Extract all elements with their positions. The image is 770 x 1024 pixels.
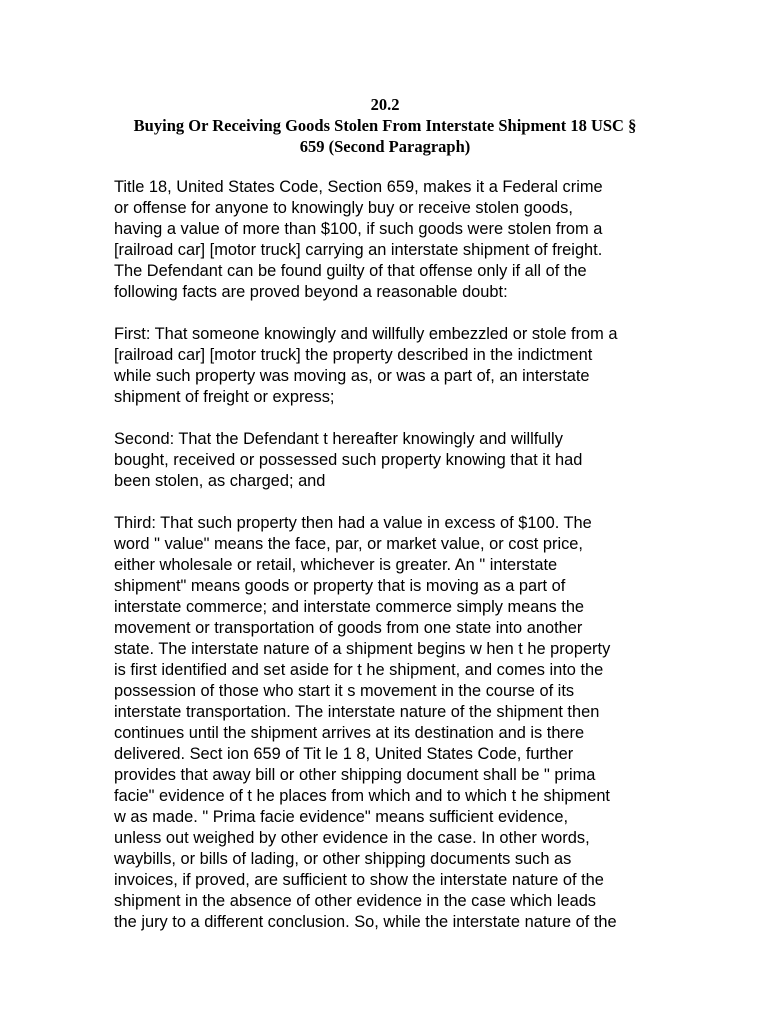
text-line: bought, received or possessed such property knowing that it had bbox=[114, 451, 583, 469]
text-line: while such property was moving as, or was a part of, an interstate bbox=[114, 367, 590, 385]
section-heading bbox=[110, 94, 660, 157]
text-line: or offense for anyone to knowingly buy or receive stolen goods, bbox=[114, 199, 573, 217]
text-line: Third: That such property then had a value in excess of $100. The bbox=[114, 514, 592, 532]
text-line: provides that away bill or other shipping document shall be " prima bbox=[114, 766, 596, 784]
text-line: invoices, if proved, are sufficient to show the interstate nature of the bbox=[114, 871, 604, 889]
text-line: continues until the shipment arrives at its destination and is there bbox=[114, 724, 585, 742]
text-line: following facts are proved beyond a reasonable doubt: bbox=[114, 283, 508, 301]
text-line: interstate transportation. The interstate nature of the shipment then bbox=[114, 703, 600, 721]
section-title-line-2: 659 (Second Paragraph) bbox=[299, 137, 471, 156]
paragraph-first-element bbox=[114, 324, 674, 408]
text-line: unless out weighed by other evidence in the case. In other words, bbox=[114, 829, 590, 847]
section-number: 20.2 bbox=[370, 95, 400, 114]
text-line: interstate commerce; and interstate commerce simply means the bbox=[114, 598, 585, 616]
paragraph-intro bbox=[114, 177, 674, 303]
text-line: Second: That the Defendant t hereafter knowingly and willfully bbox=[114, 430, 563, 448]
text-line: state. The interstate nature of a shipment begins w hen t he property bbox=[114, 640, 611, 658]
text-line: facie" evidence of t he places from which and to which t he shipment bbox=[114, 787, 610, 805]
text-line: possession of those who start it s movement in the course of its bbox=[114, 682, 575, 700]
text-line: the jury to a different conclusion. So, while the interstate nature of the bbox=[114, 913, 617, 931]
document-body bbox=[114, 177, 674, 954]
text-line: shipment of freight or express; bbox=[114, 388, 335, 406]
text-line: [railroad car] [motor truck] the property described in the indictment bbox=[114, 346, 593, 364]
text-line: First: That someone knowingly and willfully embezzled or stole from a bbox=[114, 325, 618, 343]
text-line: is first identified and set aside for t he shipment, and comes into the bbox=[114, 661, 604, 679]
text-line: movement or transportation of goods from one state into another bbox=[114, 619, 583, 637]
text-line: Title 18, United States Code, Section 659, makes it a Federal crime bbox=[114, 178, 603, 196]
text-line: [railroad car] [motor truck] carrying an interstate shipment of freight. bbox=[114, 241, 603, 259]
text-line: either wholesale or retail, whichever is greater. An " interstate bbox=[114, 556, 558, 574]
paragraph-third-element bbox=[114, 513, 674, 933]
text-line: waybills, or bills of lading, or other shipping documents such as bbox=[114, 850, 572, 868]
text-line: shipment" means goods or property that is moving as a part of bbox=[114, 577, 566, 595]
text-line: word " value" means the face, par, or market value, or cost price, bbox=[114, 535, 583, 553]
text-line: having a value of more than $100, if such goods were stolen from a bbox=[114, 220, 603, 238]
text-line: shipment in the absence of other evidence in the case which leads bbox=[114, 892, 597, 910]
paragraph-second-element bbox=[114, 429, 674, 492]
section-title-line-1: Buying Or Receiving Goods Stolen From Interstate Shipment 18 USC § bbox=[133, 116, 637, 135]
text-line: w as made. " Prima facie evidence" means sufficient evidence, bbox=[114, 808, 569, 826]
text-line: The Defendant can be found guilty of that offense only if all of the bbox=[114, 262, 587, 280]
text-line: been stolen, as charged; and bbox=[114, 472, 326, 490]
text-line: delivered. Sect ion 659 of Tit le 1 8, United States Code, further bbox=[114, 745, 574, 763]
